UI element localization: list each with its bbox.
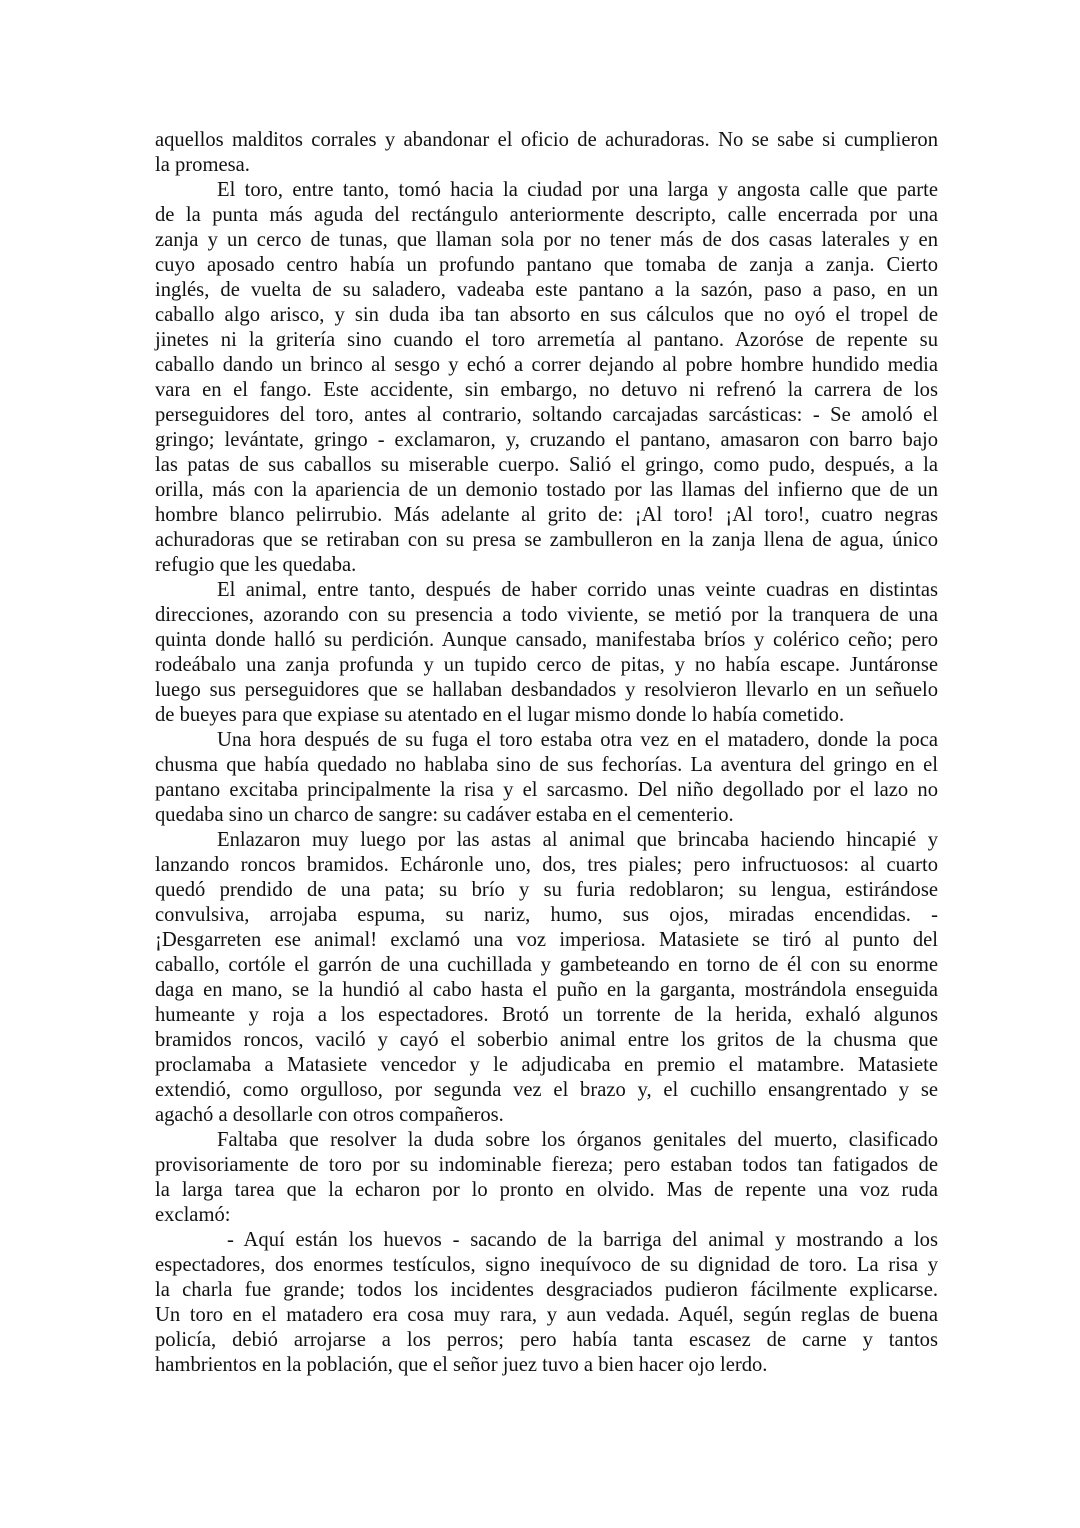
text-line: agachó a desollarle con otros compañeros. bbox=[155, 1104, 504, 1126]
text-line: provisoriamente de toro por su indominable fiereza; pero estaban todos tan fatigados de bbox=[155, 1154, 938, 1176]
text-line: Una hora después de su fuga el toro estaba otra vez en el matadero, donde la poca bbox=[217, 729, 938, 751]
text-line: aquellos malditos corrales y abandonar el oficio de achuradoras. No se sabe si cumplieron bbox=[155, 129, 938, 151]
text-line: vara en el fango. Este accidente, sin embargo, no detuvo ni refrenó la carrera de los bbox=[155, 379, 938, 401]
text-line: la larga tarea que la echaron por lo pronto en olvido. Mas de repente una voz ruda bbox=[155, 1179, 938, 1201]
text-line: perseguidores del toro, antes al contrario, soltando carcajadas sarcásticas: - Se amoló el bbox=[155, 404, 938, 426]
text-line: zanja y un cerco de tunas, que llaman sola por no tener más de dos casas laterales y en bbox=[155, 229, 938, 251]
text-line: Faltaba que resolver la duda sobre los órganos genitales del muerto, clasificado bbox=[217, 1129, 938, 1151]
text-line: convulsiva, arrojaba espuma, su nariz, humo, sus ojos, miradas encendidas. - bbox=[155, 904, 938, 926]
text-line: quedaba sino un charco de sangre: su cadáver estaba en el cementerio. bbox=[155, 804, 734, 826]
text-line: achuradoras que se retiraban con su presa se zambulleron en la zanja llena de agua, único bbox=[155, 529, 938, 551]
text-line: cuyo aposado centro había un profundo pantano que tomaba de zanja a zanja. Cierto bbox=[155, 254, 938, 276]
paragraph bbox=[155, 578, 938, 728]
text-line: rodeábalo una zanja profunda y un tupido cerco de pitas, y no había escape. Juntáronse bbox=[155, 654, 938, 676]
text-line: chusma que había quedado no hablaba sino de sus fechorías. La aventura del gringo en el bbox=[155, 754, 938, 776]
text-line: exclamó: bbox=[155, 1204, 231, 1226]
paragraph bbox=[155, 128, 938, 178]
text-line: ¡Desgarreten ese animal! exclamó una voz imperiosa. Matasiete se tiró al punto del bbox=[155, 929, 938, 951]
paragraph bbox=[155, 1128, 938, 1228]
text-line: Enlazaron muy luego por las astas al animal que brincaba haciendo hincapié y bbox=[217, 829, 938, 851]
text-line: daga en mano, se la hundió al cabo hasta el puño en la garganta, mostrándola enseguida bbox=[155, 979, 938, 1001]
text-line: direcciones, azorando con su presencia a todo viviente, se metió por la tranquera de una bbox=[155, 604, 938, 626]
text-line: proclamaba a Matasiete vencedor y le adjudicaba en premio el matambre. Matasiete bbox=[155, 1054, 938, 1076]
text-line: caballo, cortóle el garrón de una cuchillada y gambeteando en torno de él con su enorme bbox=[155, 954, 938, 976]
paragraph bbox=[155, 728, 938, 828]
text-line: caballo algo arisco, y sin duda iba tan absorto en sus cálculos que no oyó el tropel de bbox=[155, 304, 938, 326]
text-line: lanzando roncos bramidos. Echáronle uno, dos, tres piales; pero infructuosos: al cuarto bbox=[155, 854, 938, 876]
text-line: orilla, más con la apariencia de un demonio tostado por las llamas del infierno que de un bbox=[155, 479, 938, 501]
text-line: quedó prendido de una pata; su brío y su furia redoblaron; su lengua, estirándose bbox=[155, 879, 938, 901]
text-line: hambrientos en la población, que el señor juez tuvo a bien hacer ojo lerdo. bbox=[155, 1354, 768, 1376]
text-line: quinta donde halló su perdición. Aunque cansado, manifestaba bríos y colérico ceño; pero bbox=[155, 629, 938, 651]
paragraph bbox=[155, 1228, 938, 1378]
paragraph bbox=[155, 828, 938, 1128]
text-line: El toro, entre tanto, tomó hacia la ciudad por una larga y angosta calle que parte bbox=[217, 179, 938, 201]
text-line: inglés, de vuelta de su saladero, vadeaba este pantano a la sazón, paso a paso, en un bbox=[155, 279, 938, 301]
text-line: las patas de sus caballos su miserable cuerpo. Salió el gringo, como pudo, después, a la bbox=[155, 454, 938, 476]
text-line: caballo dando un brinco al sesgo y echó a correr dejando al pobre hombre hundido media bbox=[155, 354, 938, 376]
text-line: gringo; levántate, gringo - exclamaron, y, cruzando el pantano, amasaron con barro bajo bbox=[155, 429, 938, 451]
text-line: bramidos roncos, vaciló y cayó el soberbio animal entre los gritos de la chusma que bbox=[155, 1029, 938, 1051]
text-line: humeante y roja a los espectadores. Brotó un torrente de la herida, exhaló algunos bbox=[155, 1004, 938, 1026]
text-line: de la punta más aguda del rectángulo anteriormente descripto, calle encerrada por una bbox=[155, 204, 938, 226]
text-line: extendió, como orgulloso, por segunda vez el brazo y, el cuchillo ensangrentado y se bbox=[155, 1079, 938, 1101]
body-text bbox=[155, 128, 938, 1378]
text-line: - Aquí están los huevos - sacando de la barriga del animal y mostrando a los bbox=[227, 1229, 938, 1251]
text-line: jinetes ni la gritería sino cuando el toro arremetía al pantano. Azoróse de repente su bbox=[155, 329, 938, 351]
text-line: la charla fue grande; todos los incidentes desgraciados pudieron fácilmente explicarse. bbox=[155, 1279, 938, 1301]
text-line: El animal, entre tanto, después de haber corrido unas veinte cuadras en distintas bbox=[217, 579, 938, 601]
text-line: policía, debió arrojarse a los perros; pero había tanta escasez de carne y tantos bbox=[155, 1329, 938, 1351]
text-line: refugio que les quedaba. bbox=[155, 554, 357, 576]
text-line: espectadores, dos enormes testículos, signo inequívoco de su dignidad de toro. La risa y bbox=[155, 1254, 938, 1276]
text-line: Un toro en el matadero era cosa muy rara, y aun vedada. Aquél, según reglas de buena bbox=[155, 1304, 938, 1326]
text-line: hombre blanco pelirrubio. Más adelante al grito de: ¡Al toro! ¡Al toro!, cuatro negras bbox=[155, 504, 938, 526]
text-line: de bueyes para que expiase su atentado en el lugar mismo donde lo había cometido. bbox=[155, 704, 845, 726]
text-line: luego sus perseguidores que se hallaban desbandados y resolvieron llevarlo en un señuelo bbox=[155, 679, 938, 701]
text-line: la promesa. bbox=[155, 154, 250, 176]
text-line: pantano excitaba principalmente la risa y el sarcasmo. Del niño degollado por el lazo no bbox=[155, 779, 938, 801]
paragraph bbox=[155, 178, 938, 578]
